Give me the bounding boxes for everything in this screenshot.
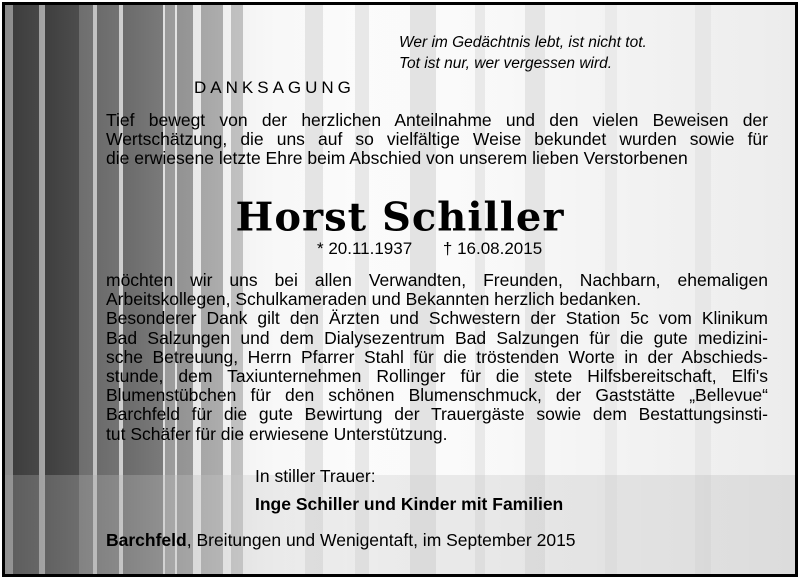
thanks-paragraph: [106, 271, 768, 444]
birth-date: * 20.11.1937: [317, 239, 413, 258]
place-town: Barchfeld: [106, 530, 187, 550]
thanks-line: Arbeitskollegen, Schulkameraden und Bekannten herzlich bedanken.: [106, 289, 642, 310]
thanks-line: stunde, dem Taxiunternehmen Rollinger für die stete Hilfsbereitschaft, Elfi's: [106, 366, 768, 387]
intro-line: Tief bewegt von der herzlichen Anteilnahme und den vielen Beweisen der: [106, 110, 768, 130]
place-and-date: [106, 530, 576, 551]
life-dates: [317, 239, 542, 259]
death-date: † 16.08.2015: [442, 239, 543, 258]
intro-paragraph: [106, 111, 768, 169]
intro-line: Wertschätzung, die uns auf so vielfältige Weise bekundet wurden sowie für: [106, 129, 768, 150]
thanks-line: sche Betreuung, Herrn Pfarrer Stahl für die tröstenden Worte in der Abschieds-: [106, 346, 768, 367]
notice-heading: DANKSAGUNG: [194, 78, 355, 97]
place-rest: , Breitungen und Wenigentaft, im September 2015: [186, 530, 576, 550]
memorial-quote: [399, 32, 759, 74]
thanks-line: möchten wir uns bei allen Verwandten, Freunden, Nachbarn, ehemaligen: [106, 270, 768, 290]
obituary-notice: [2, 2, 798, 577]
quote-line-1: Wer im Gedächtnis lebt, ist nicht tot.: [399, 34, 647, 51]
deceased-name: Horst Schiller: [235, 194, 565, 241]
thanks-line: Bad Salzungen und dem Dialysezentrum Bad Salzungen für die gute medizini-: [106, 327, 768, 348]
thanks-line: tut Schäfer für die erwiesene Unterstützung.: [106, 423, 448, 444]
quote-line-2: Tot ist nur, wer vergessen wird.: [399, 55, 613, 72]
thanks-line: Blumenstübchen für den schönen Blumenschmuck, der Gaststätte „Bellevue“: [106, 385, 768, 406]
mourning-label: In stiller Trauer:: [255, 466, 376, 486]
intro-line: die erwiesene letzte Ehre beim Abschied von unserem lieben Verstorbenen: [106, 148, 688, 169]
mourning-family: Inge Schiller und Kinder mit Familien: [255, 494, 564, 514]
thanks-line: Besonderer Dank gilt den Ärzten und Schwestern der Station 5c vom Klinikum: [106, 308, 768, 329]
thanks-line: Barchfeld für die gute Bewirtung der Trauergäste sowie dem Bestattungsinsti-: [106, 404, 768, 425]
